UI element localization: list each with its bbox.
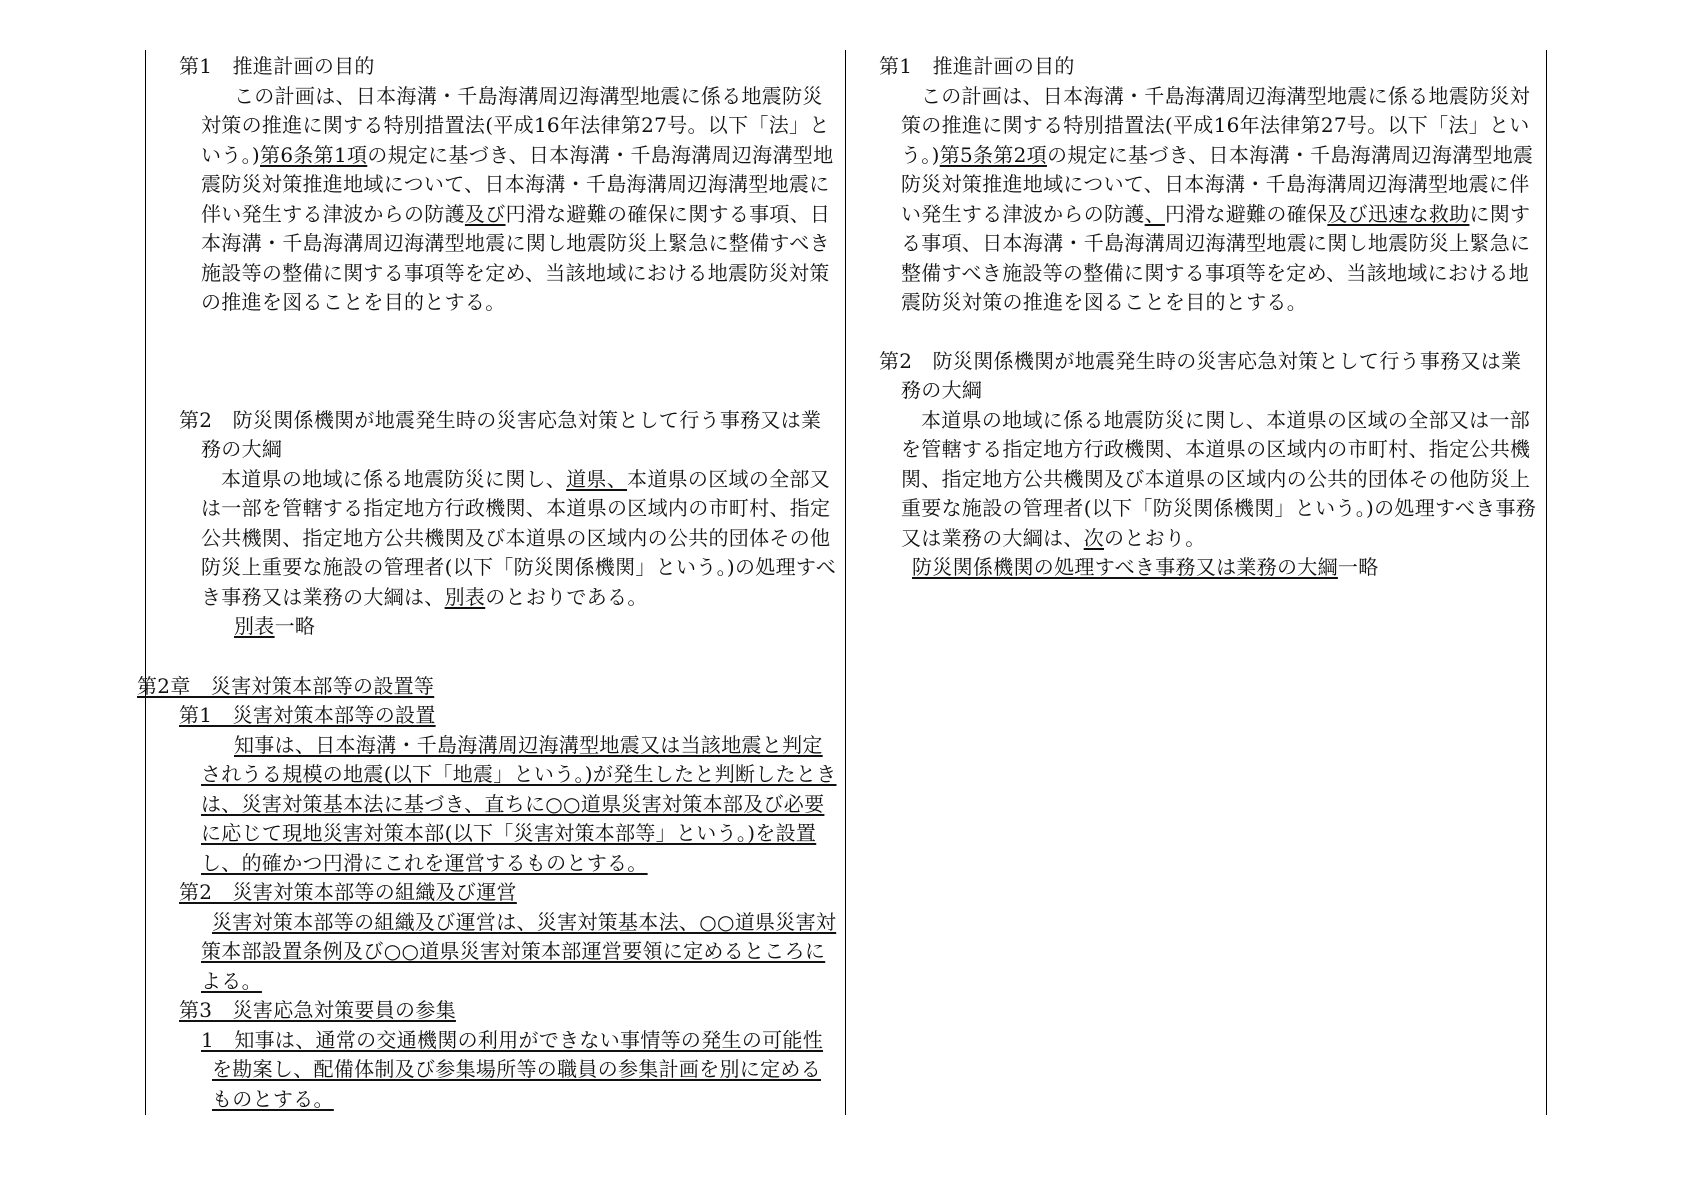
column-divider-line — [845, 50, 846, 1115]
amended-text: 第5条第2項 — [939, 142, 1047, 167]
section-1-heading: 第1 推進計画の目的 — [179, 54, 375, 78]
section-2-note — [157, 612, 837, 642]
amended-text: 次 — [1083, 525, 1105, 550]
section-1-body — [857, 82, 1537, 318]
amended-text: 、 — [1144, 201, 1165, 226]
text-span: 円滑な避難の確保 — [1164, 201, 1328, 226]
section-1-body — [157, 82, 837, 318]
text-span: のとおりである。 — [485, 584, 648, 609]
section-2-body — [857, 406, 1537, 554]
text-span: の規定に基づき、日本海溝・千島海溝周辺海溝型地震防災対策推進地域について、日本海溝・千島海溝周辺海溝型地震に伴い発生する津波からの防護 — [901, 142, 1534, 226]
left-border-line — [145, 50, 146, 1115]
right-border-line — [1546, 50, 1547, 1115]
section-2-heading: 第2 防災関係機関が地震発生時の災害応急対策として行う事務又は業務の大綱 — [179, 407, 822, 461]
section-2-body — [157, 465, 837, 613]
text-span: 本道県の地域に係る地震防災に関し、 — [221, 466, 567, 491]
amended-text: 防災関係機関の処理すべき事務又は業務の大綱 — [912, 555, 1338, 579]
text-span: に関する事項、日本海溝・千島海溝周辺海溝型地震に関し地震防災上緊急に整備すべき施設等の整備に関する事項等を定め、当該地域における地震防災対策の推進を図ることを目的とする。 — [901, 201, 1531, 314]
text-span: この計画は、日本海溝・千島海溝周辺海溝型地震に係る地震防災対策の推進に関する特別措置法(平成16年法律第27号。以下「法」という。) — [201, 83, 830, 167]
chapter-2-section-3-item-1: 1 知事は、通常の交通機関の利用ができない事情等の発生の可能性を勘案し、配備体制及び参集場所等の職員の参集計画を別に定めるものとする。 — [201, 1027, 824, 1111]
text-span: 一略 — [1337, 555, 1379, 579]
text-span: この計画は、日本海溝・千島海溝周辺海溝型地震に係る地震防災対策の推進に関する特別措置法(平成16年法律第27号。以下「法」という。) — [901, 83, 1530, 167]
section-1-heading: 第1 推進計画の目的 — [879, 54, 1075, 78]
text-span: の規定に基づき、日本海溝・千島海溝周辺海溝型地震防災対策推進地域について、日本海溝・千島海溝周辺海溝型地震に伴い発生する津波からの防護 — [201, 142, 834, 226]
chapter-2-section-1-body: 知事は、日本海溝・千島海溝周辺海溝型地震又は当該地震と判定されうる規模の地震(以下「地震」という。)が発生したと判断したときは、災害対策基本法に基づき、直ちに○○道県災害対策本部及び必要に応じて現地災害対策本部(以下「災害対策本部等」という。)を設置し、的確かつ円滑にこれを運営するものとする。 — [201, 732, 837, 875]
right-column — [857, 52, 1537, 583]
amended-text: 別表 — [444, 584, 486, 609]
amended-text: 第6条第1項 — [260, 142, 368, 167]
chapter-2-heading: 第2章 災害対策本部等の設置等 — [137, 673, 435, 698]
chapter-2-section-2-heading: 第2 災害対策本部等の組織及び運営 — [179, 880, 517, 904]
text-span: 一略 — [274, 614, 316, 638]
text-span: のとおり。 — [1104, 525, 1206, 550]
left-column — [137, 52, 837, 1114]
amended-text: 及び — [464, 201, 506, 226]
text-span: 本道県の地域に係る地震防災に関し、本道県の区域の全部又は一部を管轄する指定地方行政機関、本道県の区域内の市町村、指定公共機関、指定地方公共機関及び本道県の区域内の公共的団体その他防災上重要な施設の管理者(以下「防災関係機関」という。)の処理すべき事務又は業務の大綱は、 — [901, 407, 1537, 550]
section-2-heading: 第2 防災関係機関が地震発生時の災害応急対策として行う事務又は業務の大綱 — [879, 348, 1522, 402]
chapter-2-section-3-heading: 第3 災害応急対策要員の参集 — [179, 998, 456, 1022]
amended-text: 道県、 — [566, 466, 628, 491]
amended-text: 及び迅速な救助 — [1327, 201, 1470, 226]
amended-text: 別表 — [234, 614, 275, 638]
chapter-2-section-2-body: 災害対策本部等の組織及び運営は、災害対策基本法、○○道県災害対策本部設置条例及び○○道県災害対策本部運営要領に定めるところによる。 — [201, 909, 837, 993]
text-span: 本道県の区域の全部又は一部を管轄する指定地方行政機関、本道県の区域内の市町村、指定公共機関、指定地方公共機関及び本道県の区域内の公共的団体その他防災上重要な施設の管理者(以下「防災関係機関」という。)の処理すべき事務又は業務の大綱は、 — [201, 466, 837, 609]
chapter-2-section-1-heading: 第1 災害対策本部等の設置 — [179, 703, 436, 727]
section-2-note — [857, 553, 1537, 583]
text-span: 円滑な避難の確保に関する事項、日本海溝・千島海溝周辺海溝型地震に関し地震防災上緊急に整備すべき施設等の整備に関する事項等を定め、当該地域における地震防災対策の推進を図ることを目的とする。 — [201, 201, 831, 314]
